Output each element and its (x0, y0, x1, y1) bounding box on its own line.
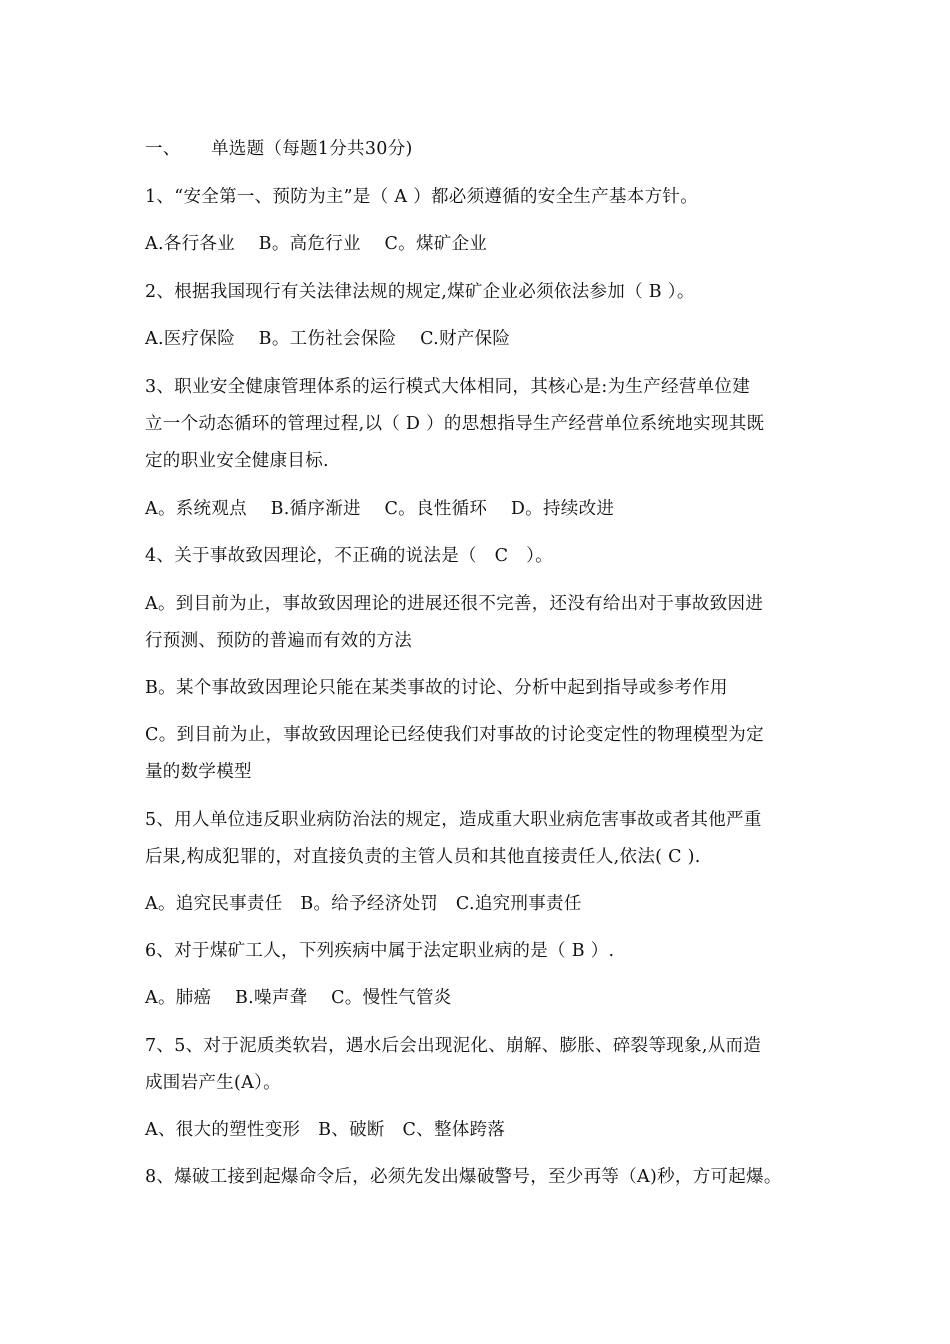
question-4-option-c-line-1: C。到目前为止，事故致因理论已经使我们对事故的讨论变定性的物理模型为定 (145, 725, 764, 745)
question-6: 6、对于煤矿工人，下列疾病中属于法定职业病的是（ B ）. (145, 941, 615, 961)
question-4: 4、关于事故致因理论，不正确的说法是（ C ）。 (145, 546, 553, 566)
question-1: 1、“安全第一、预防为主”是（ A ）都必须遵循的安全生产基本方针。 (145, 187, 698, 207)
question-4-option-c-line-2: 量的数学模型 (145, 762, 252, 782)
section-number: 一、 (145, 139, 181, 159)
question-5-options: A。追究民事责任 B。给予经济处罚 C.追究刑事责任 (145, 894, 582, 914)
question-5-line-1: 5、用人单位违反职业病防治法的规定，造成重大职业病危害事故或者其他严重 (145, 810, 762, 830)
question-3-line-3: 定的职业安全健康目标. (145, 451, 329, 471)
question-4-option-a-line-1: A。到目前为止，事故致因理论的进展还很不完善，还没有给出对于事故致因进 (145, 594, 764, 614)
question-3-line-2: 立一个动态循环的管理过程,以（ D ）的思想指导生产经营单位系统地实现其既 (145, 414, 765, 434)
section-title: 单选题（每题1分共30分) (211, 139, 413, 159)
question-7-options: A、很大的塑性变形 B、破断 C、整体跨落 (145, 1120, 506, 1140)
question-4-option-a-line-2: 行预测、预防的普遍而有效的方法 (145, 631, 412, 651)
question-7-line-1: 7、5、对于泥质类软岩，遇水后会出现泥化、崩解、膨胀、碎裂等现象,从而造 (145, 1036, 762, 1056)
question-3-options: A。系统观点 B.循序渐进 C。良性循环 D。持续改进 (145, 499, 615, 519)
question-3-line-1: 3、职业安全健康管理体系的运行模式大体相同，其核心是:为生产经营单位建 (145, 377, 751, 397)
question-6-options: A。肺癌 B.噪声聋 C。慢性气管炎 (145, 988, 452, 1008)
section-heading (145, 137, 413, 161)
question-7-line-2: 成围岩产生(A）。 (145, 1073, 281, 1093)
question-5-line-2: 后果,构成犯罪的，对直接负责的主管人员和其他直接责任人,依法( C ). (145, 847, 701, 867)
question-4-option-b: B。某个事故致因理论只能在某类事故的讨论、分析中起到指导或参考作用 (145, 678, 728, 698)
question-2-options: A.医疗保险 B。工伤社会保险 C.财产保险 (145, 329, 511, 349)
question-2: 2、根据我国现行有关法律法规的规定,煤矿企业必须依法参加（ B ）。 (145, 282, 695, 302)
question-8: 8、爆破工接到起爆命令后，必须先发出爆破警号，至少再等（A)秒，方可起爆。 (145, 1167, 782, 1187)
question-1-options: A.各行各业 B。高危行业 C。煤矿企业 (145, 234, 488, 254)
